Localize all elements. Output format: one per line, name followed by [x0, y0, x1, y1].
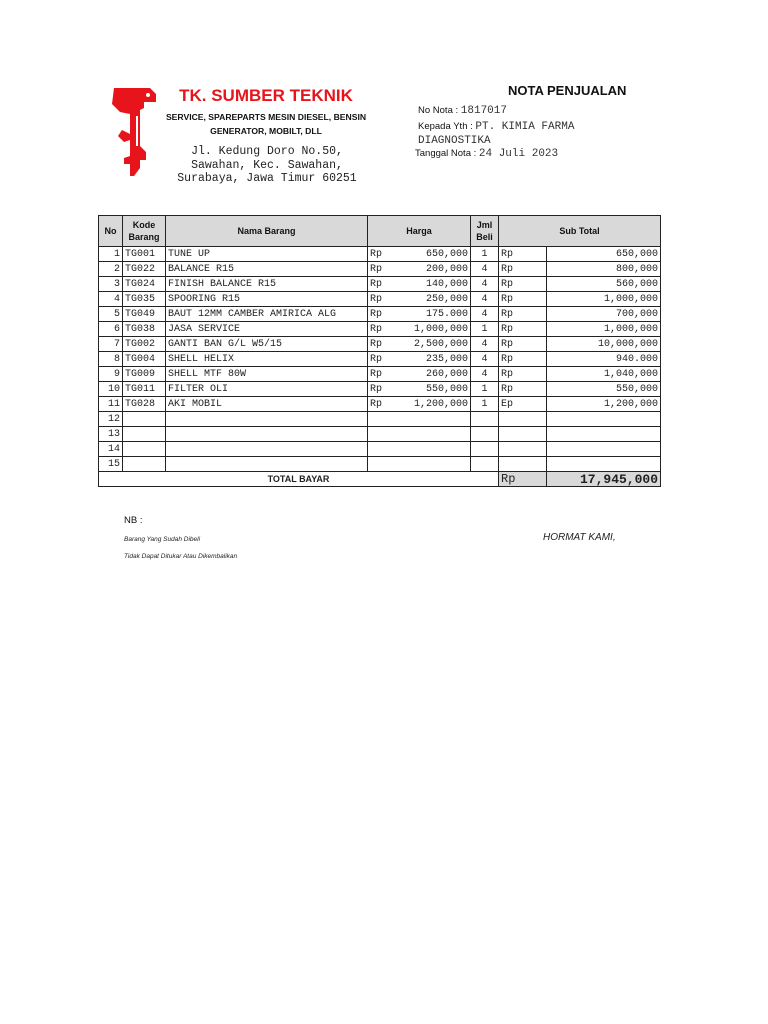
cell-subtotal: 800,000	[547, 262, 661, 277]
cell-jml: 4	[471, 352, 499, 367]
cell-subtotal: 550,000	[547, 382, 661, 397]
cell-no: 10	[99, 382, 123, 397]
cell-nama: AKI MOBIL	[166, 397, 368, 412]
cell-subtotal	[547, 442, 661, 457]
note-line-2: Tidak Dapat Ditukar Atau Dikembalikan	[124, 553, 238, 560]
cell-kode	[123, 412, 166, 427]
cell-jml: 1	[471, 397, 499, 412]
table-row	[99, 292, 661, 307]
cell-kode	[123, 442, 166, 457]
cell-harga	[368, 307, 471, 322]
cell-harga	[368, 442, 471, 457]
nota-recipient-row-2	[418, 135, 491, 147]
outboard-motor-logo-icon	[110, 86, 160, 178]
cell-kode: TG009	[123, 367, 166, 382]
cell-harga-currency: Rp	[370, 263, 383, 275]
cell-harga	[368, 262, 471, 277]
cell-harga-value: 260,000	[425, 368, 468, 380]
cell-harga-value: 1,000,000	[413, 323, 468, 335]
cell-kode: TG002	[123, 337, 166, 352]
cell-harga-value: 2,500,000	[413, 338, 468, 350]
table-row	[99, 322, 661, 337]
cell-harga-value: 200,000	[425, 263, 468, 275]
table-row	[99, 247, 661, 262]
cell-subtotal: 1,200,000	[547, 397, 661, 412]
cell-subtotal-currency: Rp	[499, 247, 547, 262]
nota-recipient-row	[418, 121, 574, 133]
cell-kode: TG028	[123, 397, 166, 412]
cell-no: 5	[99, 307, 123, 322]
items-table	[98, 215, 661, 487]
hormat-kami: HORMAT KAMI,	[543, 532, 616, 543]
cell-kode: TG024	[123, 277, 166, 292]
cell-jml: 4	[471, 292, 499, 307]
cell-kode: TG001	[123, 247, 166, 262]
cell-subtotal-currency: Rp	[499, 277, 547, 292]
total-value: 17,945,000	[547, 472, 661, 487]
header-nama: Nama Barang	[166, 216, 368, 247]
table-row	[99, 412, 661, 427]
cell-no: 12	[99, 412, 123, 427]
cell-harga-value: 235,000	[425, 353, 468, 365]
cell-harga-currency: Rp	[370, 398, 383, 410]
shop-description	[162, 110, 370, 138]
cell-jml	[471, 427, 499, 442]
header-no: No	[99, 216, 123, 247]
nota-recipient-value: PT. KIMIA FARMA	[475, 121, 575, 133]
shop-addr-line1: Jl. Kedung Doro No.50,	[191, 145, 343, 158]
cell-harga	[368, 352, 471, 367]
table-body	[99, 247, 661, 472]
cell-jml	[471, 457, 499, 472]
cell-harga	[368, 367, 471, 382]
cell-nama: BAUT 12MM CAMBER AMIRICA ALG	[166, 307, 368, 322]
cell-harga	[368, 337, 471, 352]
cell-harga	[368, 412, 471, 427]
cell-no: 1	[99, 247, 123, 262]
header-jml-2: Beli	[476, 232, 493, 242]
total-currency: Rp	[499, 472, 547, 487]
nb-label: NB :	[124, 515, 143, 526]
cell-no: 13	[99, 427, 123, 442]
cell-no: 6	[99, 322, 123, 337]
cell-kode: TG004	[123, 352, 166, 367]
cell-harga-currency: Rp	[370, 383, 383, 395]
table-row	[99, 442, 661, 457]
cell-no: 11	[99, 397, 123, 412]
shop-addr-line3: Surabaya, Jawa Timur 60251	[177, 172, 357, 185]
cell-subtotal-currency: Rp	[499, 307, 547, 322]
cell-harga-currency: Rp	[370, 248, 383, 260]
nota-number-value: 1817017	[460, 105, 507, 117]
cell-harga-value: 650,000	[425, 248, 468, 260]
header-kode-2: Barang	[128, 232, 160, 242]
table-row	[99, 307, 661, 322]
shop-desc-line1: SERVICE, SPAREPARTS MESIN DIESEL, BENSIN	[165, 112, 367, 122]
shop-addr-line2: Sawahan, Kec. Sawahan,	[191, 158, 343, 172]
cell-subtotal: 940.000	[547, 352, 661, 367]
cell-nama	[166, 427, 368, 442]
header-jml	[471, 216, 499, 247]
cell-nama: TUNE UP	[166, 247, 368, 262]
cell-no: 8	[99, 352, 123, 367]
cell-harga	[368, 322, 471, 337]
cell-subtotal-currency	[499, 427, 547, 442]
cell-jml: 1	[471, 247, 499, 262]
shop-desc-line2: GENERATOR, MOBILT, DLL	[210, 126, 322, 136]
shop-address	[160, 145, 374, 186]
cell-kode: TG049	[123, 307, 166, 322]
cell-jml	[471, 442, 499, 457]
cell-harga	[368, 382, 471, 397]
cell-nama: SHELL MTF 80W	[166, 367, 368, 382]
cell-subtotal: 1,000,000	[547, 292, 661, 307]
cell-subtotal-currency: Rp	[499, 352, 547, 367]
cell-harga	[368, 427, 471, 442]
table-row	[99, 277, 661, 292]
header-harga: Harga	[368, 216, 471, 247]
cell-nama: SHELL HELIX	[166, 352, 368, 367]
cell-jml: 4	[471, 307, 499, 322]
cell-nama	[166, 457, 368, 472]
cell-no: 15	[99, 457, 123, 472]
header-subtotal: Sub Total	[499, 216, 661, 247]
cell-harga-currency: Rp	[370, 323, 383, 335]
cell-harga	[368, 247, 471, 262]
cell-no: 9	[99, 367, 123, 382]
cell-nama: BALANCE R15	[166, 262, 368, 277]
cell-nama: SPOORING R15	[166, 292, 368, 307]
cell-harga-currency: Rp	[370, 293, 383, 305]
nota-date-label: Tanggal Nota :	[415, 148, 477, 159]
cell-kode: TG038	[123, 322, 166, 337]
cell-nama: FINISH BALANCE R15	[166, 277, 368, 292]
cell-subtotal: 650,000	[547, 247, 661, 262]
cell-jml: 4	[471, 367, 499, 382]
table-row	[99, 457, 661, 472]
cell-subtotal: 1,040,000	[547, 367, 661, 382]
cell-jml: 1	[471, 322, 499, 337]
cell-jml: 4	[471, 337, 499, 352]
table-row	[99, 337, 661, 352]
cell-nama: FILTER OLI	[166, 382, 368, 397]
nota-recipient-value-2: DIAGNOSTIKA	[418, 135, 491, 147]
cell-subtotal-currency: Ep	[499, 397, 547, 412]
cell-subtotal: 10,000,000	[547, 337, 661, 352]
nota-title: NOTA PENJUALAN	[508, 83, 627, 98]
total-row	[99, 472, 661, 487]
cell-harga-currency: Rp	[370, 368, 383, 380]
cell-subtotal-currency: Rp	[499, 382, 547, 397]
cell-harga-value: 550,000	[425, 383, 468, 395]
cell-subtotal-currency	[499, 442, 547, 457]
table-row	[99, 382, 661, 397]
cell-harga-currency: Rp	[370, 338, 383, 350]
table-row	[99, 397, 661, 412]
table-row	[99, 262, 661, 277]
cell-nama: JASA SERVICE	[166, 322, 368, 337]
nota-date-value: 24 Juli 2023	[478, 148, 559, 160]
cell-subtotal: 560,000	[547, 277, 661, 292]
cell-no: 4	[99, 292, 123, 307]
cell-jml: 4	[471, 262, 499, 277]
cell-nama: GANTI BAN G/L W5/15	[166, 337, 368, 352]
table-row	[99, 352, 661, 367]
cell-subtotal-currency: Rp	[499, 322, 547, 337]
header-kode	[123, 216, 166, 247]
cell-subtotal-currency	[499, 412, 547, 427]
cell-no: 14	[99, 442, 123, 457]
table-row	[99, 367, 661, 382]
shop-name: TK. SUMBER TEKNIK	[179, 86, 353, 105]
cell-harga	[368, 277, 471, 292]
cell-kode: TG022	[123, 262, 166, 277]
nota-date-row	[415, 148, 558, 160]
nota-recipient-label: Kepada Yth :	[418, 121, 473, 132]
cell-kode: TG011	[123, 382, 166, 397]
cell-kode	[123, 427, 166, 442]
header-kode-1: Kode	[132, 220, 156, 230]
cell-harga-value: 140,000	[425, 278, 468, 290]
note-line-1: Barang Yang Sudah Dibeli	[124, 536, 201, 543]
cell-harga-currency: Rp	[370, 353, 383, 365]
table-header-row	[99, 216, 661, 247]
nota-number-label: No Nota :	[418, 105, 459, 116]
cell-no: 2	[99, 262, 123, 277]
cell-subtotal-currency	[499, 457, 547, 472]
cell-nama	[166, 412, 368, 427]
cell-nama	[166, 442, 368, 457]
header-jml-1: Jml	[476, 220, 493, 230]
nota-number-row	[418, 105, 507, 117]
cell-subtotal-currency: Rp	[499, 367, 547, 382]
table-row	[99, 427, 661, 442]
cell-jml	[471, 412, 499, 427]
cell-subtotal: 1,000,000	[547, 322, 661, 337]
cell-harga-currency: Rp	[370, 278, 383, 290]
cell-subtotal: 700,000	[547, 307, 661, 322]
cell-subtotal	[547, 427, 661, 442]
cell-subtotal	[547, 457, 661, 472]
cell-subtotal-currency: Rp	[499, 337, 547, 352]
cell-kode: TG035	[123, 292, 166, 307]
cell-kode	[123, 457, 166, 472]
cell-harga-value: 250,000	[425, 293, 468, 305]
cell-harga-currency: Rp	[370, 308, 383, 320]
cell-harga	[368, 457, 471, 472]
cell-no: 7	[99, 337, 123, 352]
cell-subtotal	[547, 412, 661, 427]
cell-harga-value: 1,200,000	[413, 398, 468, 410]
cell-harga	[368, 292, 471, 307]
total-label: TOTAL BAYAR	[99, 472, 499, 487]
cell-harga	[368, 397, 471, 412]
cell-jml: 1	[471, 382, 499, 397]
cell-jml: 4	[471, 277, 499, 292]
cell-subtotal-currency: Rp	[499, 262, 547, 277]
cell-no: 3	[99, 277, 123, 292]
cell-subtotal-currency: Rp	[499, 292, 547, 307]
cell-harga-value: 175.000	[425, 308, 468, 320]
